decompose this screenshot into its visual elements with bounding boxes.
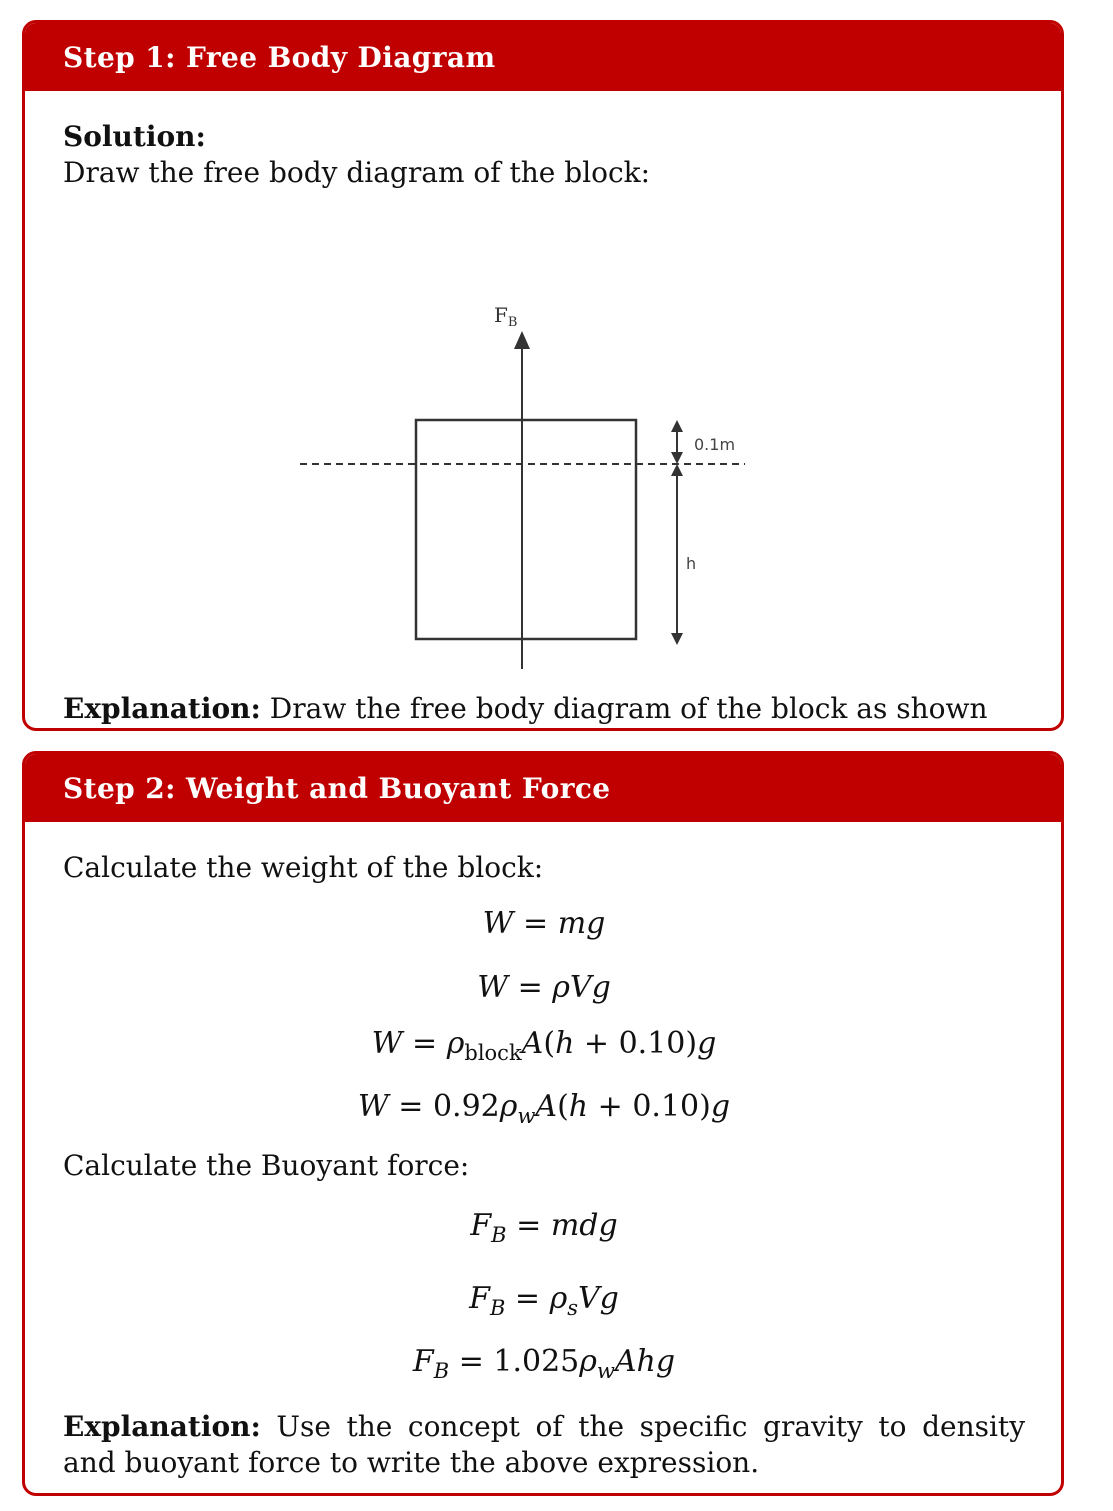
weight-eq-3: $W = \rho_{block}A(h + 0.10)g$ bbox=[371, 1026, 717, 1065]
fb-label: $F_B$ bbox=[494, 303, 518, 330]
solution-label: Solution: bbox=[63, 120, 206, 153]
step2-body bbox=[25, 850, 1061, 1481]
weight-eq-2: W = ρVg bbox=[477, 970, 611, 1005]
free-body-diagram bbox=[22, 229, 1000, 669]
weight-eq-1: W = mg bbox=[482, 906, 606, 941]
dim-h-label: h bbox=[686, 554, 697, 573]
block bbox=[416, 420, 636, 639]
step2-explanation-text: Use the concept of the specific gravity to density and buoyant force to write the above expression. bbox=[63, 1410, 1026, 1479]
step1-explanation bbox=[63, 691, 1043, 731]
step2-intro-weight: Calculate the weight of the block: bbox=[63, 851, 544, 884]
step1-intro: Draw the free body diagram of the block: bbox=[63, 156, 651, 189]
step2-title: Step 2: Weight and Buoyant Force bbox=[25, 754, 1061, 822]
buoy-eq-3: $F_B = 1.025\rho_wAhg$ bbox=[412, 1344, 676, 1383]
explanation-label: Explanation: bbox=[63, 692, 261, 725]
step2-intro-buoyant: Calculate the Buoyant force: bbox=[63, 1149, 470, 1182]
step2-explanation bbox=[63, 1409, 1025, 1481]
explanation-text: Draw the free body diagram of the block as shown bbox=[269, 692, 988, 725]
buoy-eq-1: $F_B$ = mdg bbox=[470, 1208, 618, 1247]
weight-eq-4: $W = 0.92\rho_wA(h + 0.10)g$ bbox=[357, 1089, 731, 1128]
step2-explanation-label: Explanation: bbox=[63, 1410, 261, 1443]
step1-card bbox=[22, 20, 1064, 731]
buoy-eq-2: $F_B = \rho_sVg$ bbox=[469, 1281, 619, 1320]
buoyant-equations bbox=[63, 1206, 1025, 1391]
weight-equations bbox=[63, 904, 1025, 1136]
dim-top-label: 0.1m bbox=[694, 435, 736, 454]
step1-body bbox=[25, 119, 1061, 725]
step2-card bbox=[22, 751, 1064, 1496]
step1-title: Step 1: Free Body Diagram bbox=[25, 23, 1061, 91]
